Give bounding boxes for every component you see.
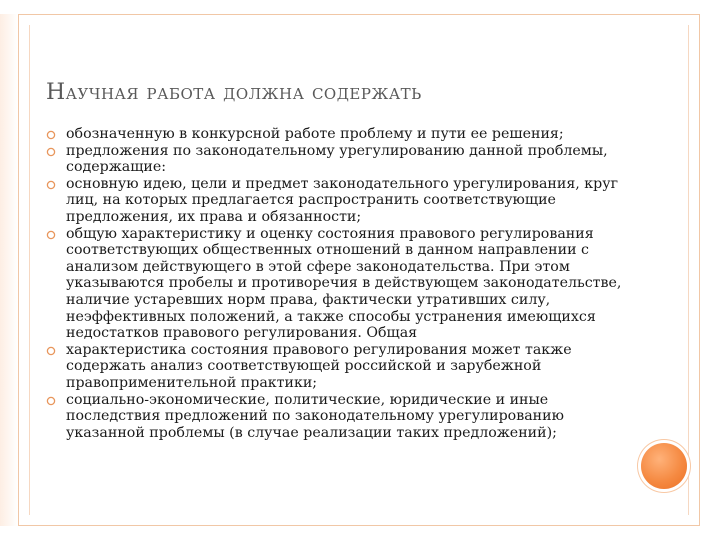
bullet-item [46,226,626,342]
orange-circle-icon [641,443,687,489]
circle-bullet-icon [46,346,56,356]
bullet-text: обозначенную в конкурсной работе проблему и пути ее решения; [66,126,564,142]
bullet-text: предложения по законодательному урегулированию данной проблемы, содержащие: [66,142,608,176]
bullet-text: основную идею, цели и предмет законодательного урегулирования, круг лиц, на которых предлагается распространить соответствующие предложения, их права и обязанности; [66,175,619,225]
circle-bullet-icon [46,396,56,406]
slide-content [46,126,626,441]
circle-bullet-icon [46,130,56,140]
bullet-item [46,126,626,143]
circle-bullet-icon [46,147,56,157]
bullet-item [46,143,626,176]
circle-bullet-icon [46,230,56,240]
bullet-text: общую характеристику и оценку состояния правового регулирования соответствующих общественных отношений в данном направлении с анализом действующего в этой сфере законодательства. При этом указываются пробелы и противоречия в действующем законодательстве, наличие устаревших норм права, фактически утративших силу, неэффективных положений, а также способы устранения имеющихся недостатков правового регулирования. Общая [66,225,622,342]
bullet-item [46,176,626,226]
slide-edge-shade [0,14,18,526]
bullet-item [46,392,626,442]
bullet-list [46,126,626,441]
slide-title: Научная работа должна содержать [46,80,422,105]
bullet-text: социально-экономические, политические, юридические и иные последствия предложений по законодательному урегулированию указанной проблемы (в случае реализации таких предложений); [66,391,564,441]
circle-bullet-icon [46,180,56,190]
bullet-item [46,342,626,392]
bullet-text: характеристика состояния правового регулирования может также содержать анализ соответствующей российской и зарубежной правоприменительной практики; [66,341,572,391]
